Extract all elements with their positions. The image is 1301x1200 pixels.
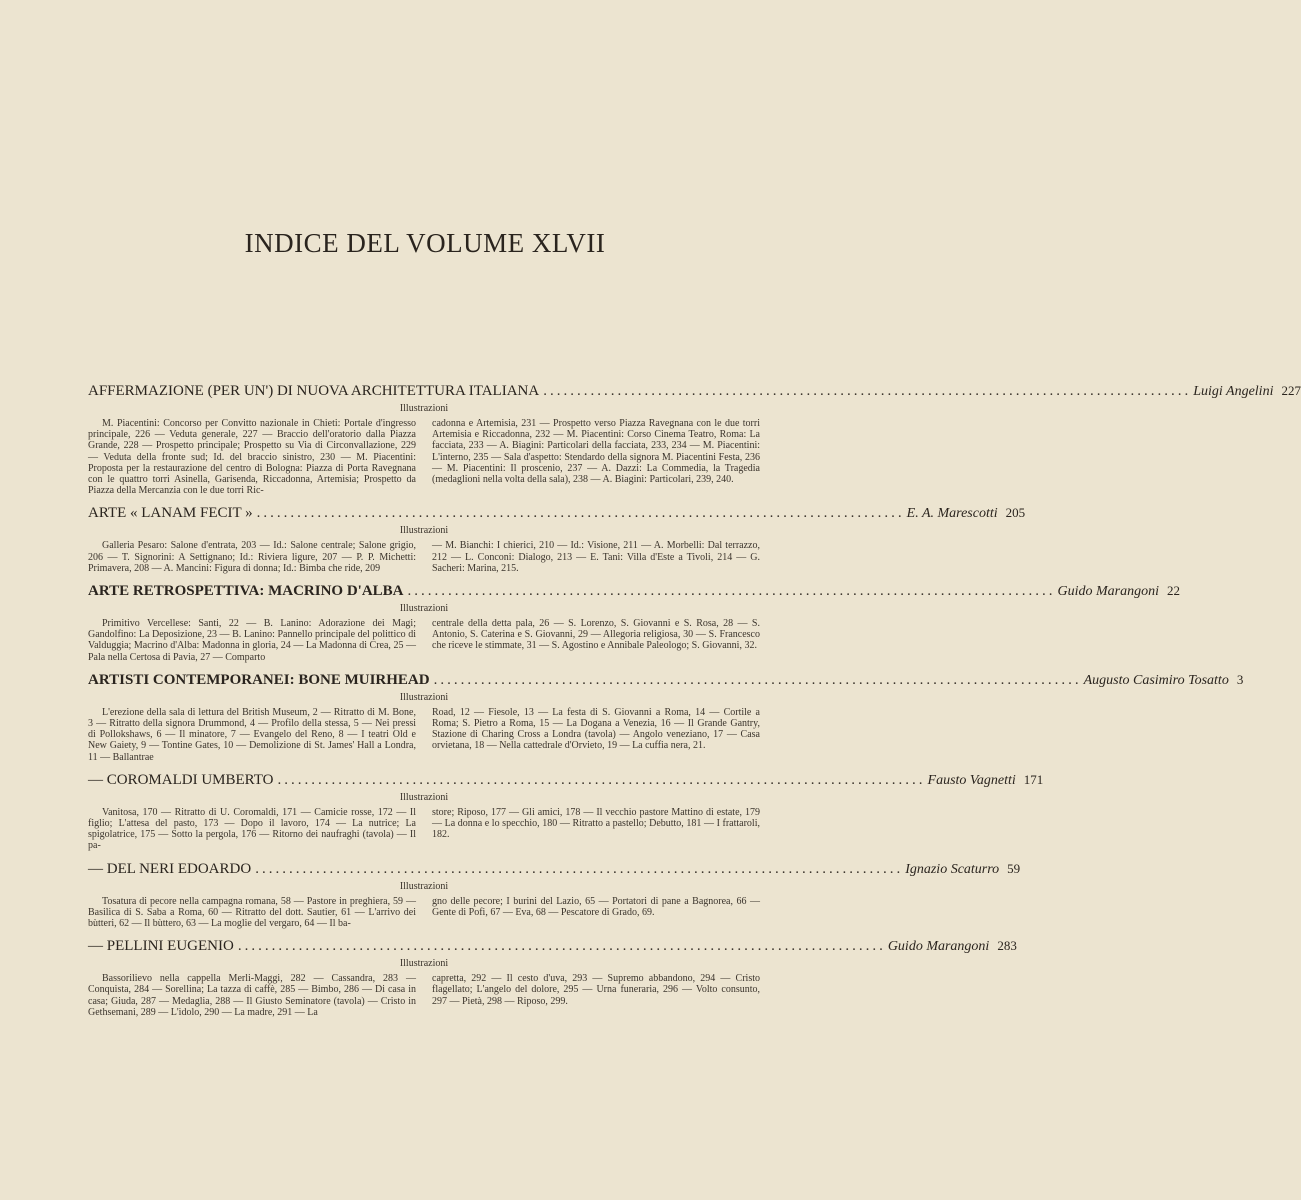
entry-section: — DEL NERI EDOARDO: [88, 860, 252, 877]
illustrations-label: Illustrazioni: [399, 525, 449, 537]
entry-author: Fausto Vagnetti: [927, 772, 1016, 788]
illustrations-text: M. Piacentini: Concorso per Convitto nazionale in Chieti: Portale d'ingresso principale, 226 — Veduta generale, 227 — Braccio dell'oratorio dalla Piazza Grande, 228 — Prospetto principale; Prospetto su Via di Circonvallazione, 229 — Veduta della fronte sud; Id. del braccio sinistro, 230 — M. Piacentini: Proposta per la restaurazione del centro di Bologna: Piazza di Porta Ravegnana con le quattro torri Asinella, Garisenda, Riccadonna, Artemisia; Prospetto da Piazza della Mercanzia con le due torri Ric-: [88, 418, 416, 497]
illustrations-text: Vanitosa, 170 — Ritratto di U. Coromaldi, 171 — Camicie rosse, 172 — Il figlio; L'attesa del pasto, 173 — Dopo il lavoro, 174 — La nutrice; La spigolatrice, 175 — Sotto la pergola, 176 — Ritorno dei naufraghi (tavola) — Il pa-: [88, 806, 416, 852]
illustrations-column-right: [432, 618, 760, 663]
leader-dots: ................................................................................................: [237, 938, 886, 955]
illustrations-columns: [88, 807, 760, 852]
illustrations-column-left: [88, 707, 416, 763]
entry-heading: [88, 671, 1244, 690]
illustrations-columns: [88, 707, 760, 763]
entry-section: ARTISTI CONTEMPORANEI: BONE MUIRHEAD: [88, 671, 430, 688]
illustrations-text: Galleria Pesaro: Salone d'entrata, 203 — Id.: Salone centrale; Salone grigio, 206 — T. Signorini: A Settignano; Id.: Riviera ligure, 207 — P. P. Michetti: Primavera, 208 — A. Mancini: Figura di donna; Id.: Bimba che ride, 209: [88, 540, 416, 574]
illustrations-text: capretta, 292 — Il cesto d'uva, 293 — Supremo abbandono, 294 — Cristo flagellato; L'angelo del dolore, 295 — Urna funeraria, 296 — Volto consunto, 297 — Pietà, 298 — Riposo, 299.: [432, 973, 760, 1007]
entry-page-number: 283: [997, 938, 1017, 954]
illustrations-columns: [88, 540, 760, 574]
illustrations-columns: [88, 618, 760, 663]
illustrations-text: — M. Bianchi: I chierici, 210 — Id.: Visione, 211 — A. Morbelli: Dal terrazzo, 212 — L. Conconi: Dialogo, 213 — E. Tani: Villa d'Este a Tivoli, 214 — G. Sacheri: Marina, 215.: [432, 540, 760, 574]
illustrations-text: store; Riposo, 177 — Gli amici, 178 — Il vecchio pastore Mattino di estate, 179 — La donna e lo specchio, 180 — Ritratto a pastello; Debutto, 181 — I frattaroli, 182.: [432, 806, 760, 841]
illustrations-text: Primitivo Vercellese: Santi, 22 — B. Lanino: Adorazione dei Magi; Gandolfino: La Deposizione, 23 — B. Lanino: Pannello principale del polittico di Valduggia; Macrino d'Alba: Madonna in gloria, 24 — La Madonna di Crea, 25 — Pala nella Certosa di Pavia, 27 — Comparto: [88, 618, 416, 663]
index-entry: [88, 860, 1021, 930]
illustrations-label: Illustrazioni: [399, 791, 449, 803]
illustrations-label: Illustrazioni: [399, 403, 449, 414]
index-entry: [88, 582, 1180, 663]
illustrations-column-left: [88, 540, 416, 574]
entry-author: Luigi Angelini: [1193, 384, 1274, 399]
illustrations-columns: [88, 896, 760, 930]
entry-heading: [88, 771, 1044, 790]
illustrations-column-left: [88, 973, 416, 1018]
illustrations-label: Illustrazioni: [399, 691, 449, 703]
illustrations-column-right: [432, 418, 760, 496]
page-title: INDICE DEL VOLUME XLVII: [244, 228, 606, 258]
illustrations-column-right: [432, 707, 760, 763]
illustrations-column-right: [432, 973, 760, 1018]
entry-section: — PELLINI EUGENIO: [88, 938, 234, 955]
entry-page-number: 59: [1007, 860, 1021, 876]
illustrations-label: Illustrazioni: [399, 880, 449, 892]
entry-section: ARTE RETROSPETTIVA: MACRINO D'ALBA: [88, 583, 404, 600]
entry-page-number: 3: [1236, 671, 1244, 687]
entry-author: E. A. Marescotti: [906, 506, 998, 522]
illustrations-columns: [88, 973, 760, 1018]
illustrations-text: Tosatura di pecore nella campagna romana, 58 — Pastore in preghiera, 59 — Basilica di S. Saba a Roma, 60 — Ritratto del dott. Sautier, 61 — L'arrivo dei bùtteri, 62 — Il bùttero, 63 — La moglie del vergaro, 64 — Il ba-: [88, 895, 416, 930]
entry-section: — COROMALDI UMBERTO: [88, 771, 274, 788]
index-entry: [88, 771, 1044, 852]
index-entry: [88, 504, 1026, 574]
illustrations-text: Road, 12 — Fiesole, 13 — La festa di S. Giovanni a Roma, 14 — Cortile a Roma; S. Pietro a Roma, 15 — La Dogana a Venezia, 16 — Il Grande Gantry, Stazione di Charing Cross a Londra (tavola) — Angolo veneziano, 17 — Casa orvietana, 18 — Nella cattedrale d'Orvieto, 19 — La cuffia nera, 21.: [432, 706, 760, 752]
entry-page-number: 171: [1023, 771, 1044, 787]
leader-dots: ................................................................................................: [543, 383, 1192, 399]
index-entry: [88, 671, 1244, 763]
illustrations-label: Illustrazioni: [399, 603, 449, 615]
illustrations-column-right: [432, 896, 760, 930]
leader-dots: ................................................................................................: [255, 860, 904, 877]
entry-author: Ignazio Scaturro: [905, 861, 1000, 877]
illustrations-text: Bassorilievo nella cappella Merli-Maggi, 282 — Cassandra, 283 — Conquista, 284 — Sorellina; La tazza di caffè, 285 — Bimbo, 286 — Di casa in casa; Giuda, 287 — Medaglia, 288 — Il Giusto Seminatore (tavola) — Cristo in Gethsemani, 289 — L'idolo, 290 — La madre, 291 — La: [88, 973, 416, 1018]
illustrations-columns: [88, 418, 760, 496]
illustrations-label: Illustrazioni: [399, 958, 449, 970]
entry-heading: [88, 860, 1021, 879]
entry-page-number: 227: [1281, 383, 1301, 398]
leader-dots: ................................................................................................: [407, 583, 1056, 600]
illustrations-column-left: [88, 418, 416, 496]
illustrations-text: gno delle pecore; I burini del Lazio, 65 — Portatori di pane a Bagnorea, 66 — Gente di Pofi, 67 — Eva, 68 — Pescatore di Grado, 69.: [432, 895, 760, 918]
entry-author: Guido Marangoni: [1057, 584, 1159, 600]
entry-author: Guido Marangoni: [887, 939, 990, 955]
illustrations-text: centrale della detta pala, 26 — S. Lorenzo, S. Giovanni e S. Rosa, 28 — S. Antonio, S. Caterina e S. Giovanni, 29 — Allegoria religiosa, 30 — S. Francesco che riceve le stimmate, 31 — S. Agostino e Annibale Paleologo; S. Giovanni, 32.: [432, 618, 760, 652]
entry-section: ARTE « LANAM FECIT »: [88, 505, 253, 522]
entry-page-number: 205: [1005, 505, 1026, 521]
index-entries: [88, 382, 1301, 1026]
leader-dots: ................................................................................................: [277, 771, 926, 788]
illustrations-column-right: [432, 540, 760, 574]
index-entry: [88, 382, 1301, 497]
entry-heading: [88, 582, 1180, 601]
illustrations-text: L'erezione della sala di lettura del British Museum, 2 — Ritratto di M. Bone, 3 — Ritratto della signora Drummond, 4 — Profilo della stessa, 5 — Nei pressi di Pollokshaws, 6 — Il minatore, 7 — Evangelo del Reno, 8 — I teatri Old e New Gaiety, 9 — Tontine Gates, 10 — Demolizione di St. James' Hall a Londra, 11 — Ballantrae: [88, 706, 416, 763]
entry-heading: [88, 504, 1026, 523]
illustrations-text: cadonna e Artemisia, 231 — Prospetto verso Piazza Ravegnana con le due torri Artemisia e Riccadonna, 232 — M. Piacentini: Corso Cinema Teatro, Roma: La facciata, 233 — A. Biagini: Particolari della facciata, 233, 234 — M. Piacentini: L'interno, 235 — Sala d'aspetto: Stendardo della signora M. Piacentini Festa, 236 — M. Piacentini: Il proscenio, 237 — A. Dazzi: La Commedia, la Tragedia (medaglioni nella volta della sala), 238 — A. Biagini: Particolari, 239, 240.: [432, 418, 760, 486]
entry-heading: [88, 937, 1017, 956]
illustrations-column-left: [88, 807, 416, 852]
leader-dots: ................................................................................................: [256, 505, 905, 522]
illustrations-column-right: [432, 807, 760, 852]
entry-page-number: 22: [1167, 583, 1180, 599]
leader-dots: ................................................................................................: [433, 671, 1082, 688]
entry-heading: [88, 382, 1301, 401]
entry-section: AFFERMAZIONE (PER UN') DI NUOVA ARCHITETTURA ITALIANA: [88, 383, 540, 399]
illustrations-column-left: [88, 896, 416, 930]
entry-author: Augusto Casimiro Tosatto: [1083, 672, 1229, 688]
index-entry: [88, 937, 1017, 1018]
illustrations-column-left: [88, 618, 416, 663]
